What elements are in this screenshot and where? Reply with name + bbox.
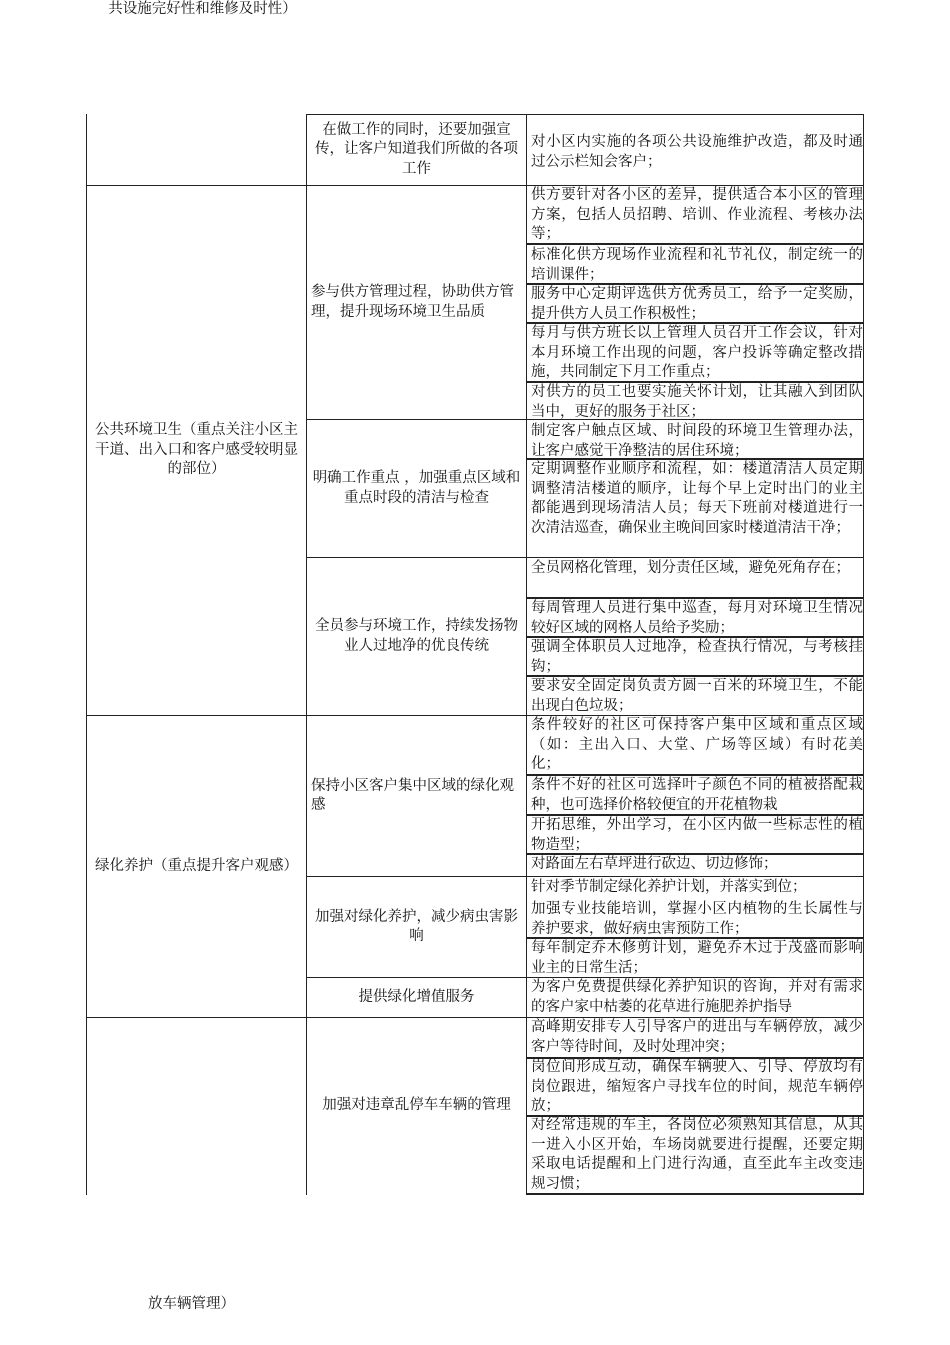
item-cell: 制定客户触点区域、时间段的环境卫生管理办法，让客户感觉干净整洁的居住环境； xyxy=(531,423,863,458)
item-cell: 每周管理人员进行集中巡查，每月对环境卫生情况较好区域的网格人员给予奖励； xyxy=(531,600,863,636)
item-cell: 对经常违规的车主，各岗位必须熟知其信息，从其一进入小区开始，车场岗就要进行提醒，还要定期采取电话提醒和上门进行沟通，直至此车主改变违规习惯； xyxy=(531,1117,863,1192)
item-cell: 强调全体职员人过地净，检查执行情况，与考核挂钩； xyxy=(531,639,863,675)
measure-cell xyxy=(307,420,526,557)
measure-cell xyxy=(307,115,526,185)
item-cell: 全员网格化管理，划分责任区域，避免死角存在； xyxy=(531,560,850,576)
top-fragment-text: 共设施完好性和维修及时性） xyxy=(108,1,297,17)
category-label: 绿化养护（重点提升客户观感） xyxy=(95,857,298,874)
item-cell: 为客户免费提供绿化养护知识的咨询，并对有需求的客户家中枯萎的花草进行施肥养护指导 xyxy=(531,979,863,1015)
measure-cell xyxy=(307,558,526,715)
item-cell: 加强专业技能培训，掌握小区内植物的生长属性与养护要求，做好病虫害预防工作； xyxy=(531,901,863,937)
measure-label: 全员参与环境工作，持续发扬物业人过地净的优良传统 xyxy=(315,618,518,654)
measure-label: 提供绿化增值服务 xyxy=(358,988,475,1005)
measure-cell xyxy=(307,186,526,419)
item-cell: 条件不好的社区可选择叶子颜色不同的植被搭配栽种，也可选择价格较便宜的开花植物栽 xyxy=(531,777,863,813)
item-cell: 标准化供方现场作业流程和礼节礼仪，制定统一的培训课件； xyxy=(531,247,863,283)
item-cell: 定期调整作业顺序和流程，如：楼道清洁人员定期调整清洁楼道的顺序，让每个早上定时出门的业主都能遇到现场清洁人员；每天下班前对楼道进行一次清洁巡查，确保业主晚间回家时楼道清洁干净； xyxy=(531,461,863,536)
measure-cell xyxy=(307,877,526,977)
measure-label: 参与供方管理过程，协助供方管理，提升现场环境卫生品质 xyxy=(311,284,514,320)
item-cell: 每年制定乔木修剪计划，避免乔木过于茂盛而影响业主的日常生活； xyxy=(531,940,863,976)
item-cell: 对小区内实施的各项公共设施维护改造，都及时通过公示栏知会客户； xyxy=(531,134,863,170)
item-cell: 供方要针对各小区的差异，提供适合本小区的管理方案，包括人员招聘、培训、作业流程、考核办法等； xyxy=(531,187,863,242)
measure-cell xyxy=(307,1018,526,1194)
item-cell: 开拓思维，外出学习，在小区内做一些标志性的植物造型； xyxy=(531,817,863,853)
measure-label: 加强对绿化养护，减少病虫害影响 xyxy=(315,908,518,944)
item-cell: 对路面左右草坪进行砍边、切边修饰； xyxy=(531,856,778,872)
item-cell: 高峰期安排专人引导客户的进出与车辆停放，减少客户等待时间，及时处理冲突； xyxy=(531,1019,863,1055)
item-cell: 条件较好的社区可保持客户集中区域和重点区域（如：主出入口、大堂、广场等区域）有时花美化； xyxy=(531,717,863,772)
item-cell: 对供方的员工也要实施关怀计划，让其融入到团队当中，更好的服务于社区； xyxy=(531,384,863,419)
item-cell: 要求安全固定岗负责方圆一百米的环境卫生，不能出现白色垃圾； xyxy=(531,678,863,714)
measure-label: 在做工作的同时，还要加强宣传，让客户知道我们所做的各项工作 xyxy=(315,121,518,177)
category-cell-greening xyxy=(87,716,306,1017)
category-label: 公共环境卫生（重点关注小区主干道、出入口和客户感受较明显的部位） xyxy=(95,422,298,478)
measure-label: 加强对违章乱停车车辆的管理 xyxy=(322,1097,511,1114)
item-cell: 针对季节制定绿化养护计划，并落实到位； xyxy=(531,879,807,895)
bottom-fragment-text: 放车辆管理） xyxy=(148,1296,235,1312)
item-cell: 服务中心定期评选供方优秀员工，给予一定奖励，提升供方人员工作积极性； xyxy=(531,286,863,322)
item-cell: 岗位间形成互动，确保车辆驶入、引导、停放均有岗位跟进，缩短客户寻找车位的时间，规范车辆停放； xyxy=(531,1059,863,1114)
measure-label: 明确工作重点 ，加强重点区域和重点时段的清洁与检查 xyxy=(312,470,521,506)
item-cell: 每月与供方班长以上管理人员召开工作会议，针对本月环境工作出现的问题，客户投诉等确定整改措施，共同制定下月工作重点； xyxy=(531,325,863,380)
category-cell-environment xyxy=(87,186,306,715)
measure-label: 保持小区客户集中区域的绿化观感 xyxy=(311,777,514,813)
measure-cell xyxy=(307,716,526,876)
measure-cell xyxy=(307,978,526,1017)
